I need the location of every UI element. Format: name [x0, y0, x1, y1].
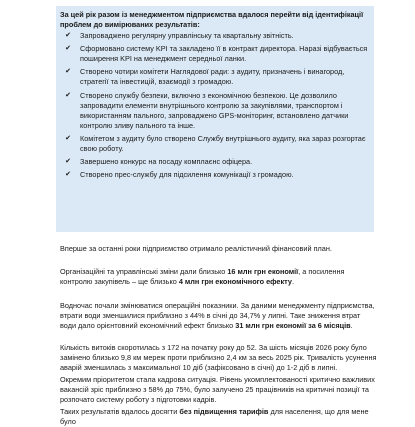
- text-run: Таких результатів вдалось досягти: [60, 407, 180, 416]
- check-mark-icon: ✔: [65, 171, 71, 179]
- paragraph-financial-plan: Вперше за останні роки підприємство отримало реалістичний фінансовий план.: [60, 244, 332, 253]
- list-item: [60, 44, 370, 64]
- check-mark-icon: ✔: [65, 68, 71, 76]
- list-item-text: Створено прес-службу для підсилення комунікації з громадою.: [80, 170, 294, 180]
- paragraph-savings: [60, 267, 378, 287]
- list-item: [60, 170, 370, 180]
- check-mark-icon: ✔: [65, 45, 71, 53]
- paragraph-tariffs: [60, 407, 378, 427]
- list-item: [60, 91, 370, 131]
- text-run: , а посилення контролю закупівель – ще близько: [60, 267, 345, 286]
- text-run: .: [350, 321, 353, 330]
- paragraph-leaks: Кількість витоків скоротилась з 172 на початку року до 52. За шість місяців 2026 року було замінено близько 9,8 км мереж проти приблизно 2,4 км за весь 2025 рік. Тривалість усунення аварій зменшилась з максимальної 10 діб (зафіксовано в січні) до 1-2 діб в липні.: [60, 343, 377, 372]
- check-mark-icon: ✔: [65, 157, 71, 165]
- list-item: [60, 67, 370, 87]
- callout-title: За цей рік разом із менеджментом підприємства вдалося перейти від ідентифікації проблем до вимірюваних результатів:: [60, 10, 364, 29]
- list-item-text: Створено службу безпеки, включно з економічною безпекою. Це дозволило запровадити елементи внутрішнього контролю за закупівлями, транспортом і використанням пального, запроваджено GPS-моніторинг, встановлено датчики контролю зливу пального та інше.: [80, 90, 349, 130]
- check-mark-icon: ✔: [65, 91, 71, 99]
- list-item-text: Сформовано систему KPI та закладено її в контракт директора. Наразі відбувається поширення KPI на менеджмент середньої ланки.: [80, 44, 368, 64]
- list-item-text: Комітетом з аудиту було створено Службу внутрішнього аудиту, яка зараз розгортає свою роботу.: [80, 133, 366, 153]
- results-callout: [56, 6, 374, 232]
- list-item-text: Створено чотири комітети Наглядової ради: з аудиту, призначень і винагород, стратегії та інвестицій, взаємодії з громадою.: [80, 67, 345, 87]
- paragraph-water-losses: [60, 301, 378, 331]
- list-item: [60, 134, 370, 154]
- bold-highlight: 4 млн грн економічного ефекту: [178, 277, 292, 286]
- results-list: [60, 31, 370, 180]
- text-run: Організаційні та управлінські зміни дали близько: [60, 267, 228, 276]
- list-item-text: Запроваджено регулярну управлінську та квартальну звітність.: [80, 31, 294, 40]
- text-run: для населення, що для мене було: [60, 407, 369, 426]
- list-item-text: Завершено конкурс на посаду комплаєнс офіцера.: [80, 156, 253, 166]
- check-mark-icon: ✔: [65, 134, 71, 142]
- text-run: Водночас почали змінюватися операційні показники. За даними менеджменту підприємства, втрати води зменшилися приблизно з 44% в січні до 34,7% у липні. Таке зниження втрат води дало орієнтовний економічний ефект близько: [60, 301, 375, 330]
- bold-highlight: без підвищення тарифів: [179, 407, 269, 416]
- text-run: .: [291, 277, 294, 286]
- list-item: [60, 157, 370, 167]
- paragraph-staffing: Окремим пріоритетом стала кадрова ситуація. Рівень укомплектованості критично важливих вакансій зріс приблизно з 58% до 75%, було залучено 25 працівників на критичні позиції та розпочато систему роботу з підготовки кадрів.: [60, 375, 375, 404]
- bold-highlight: 16 млн грн економії: [227, 267, 299, 276]
- list-item: [60, 31, 370, 41]
- bold-highlight: 31 млн грн економії за 6 місяців: [235, 321, 351, 330]
- check-mark-icon: ✔: [65, 32, 71, 39]
